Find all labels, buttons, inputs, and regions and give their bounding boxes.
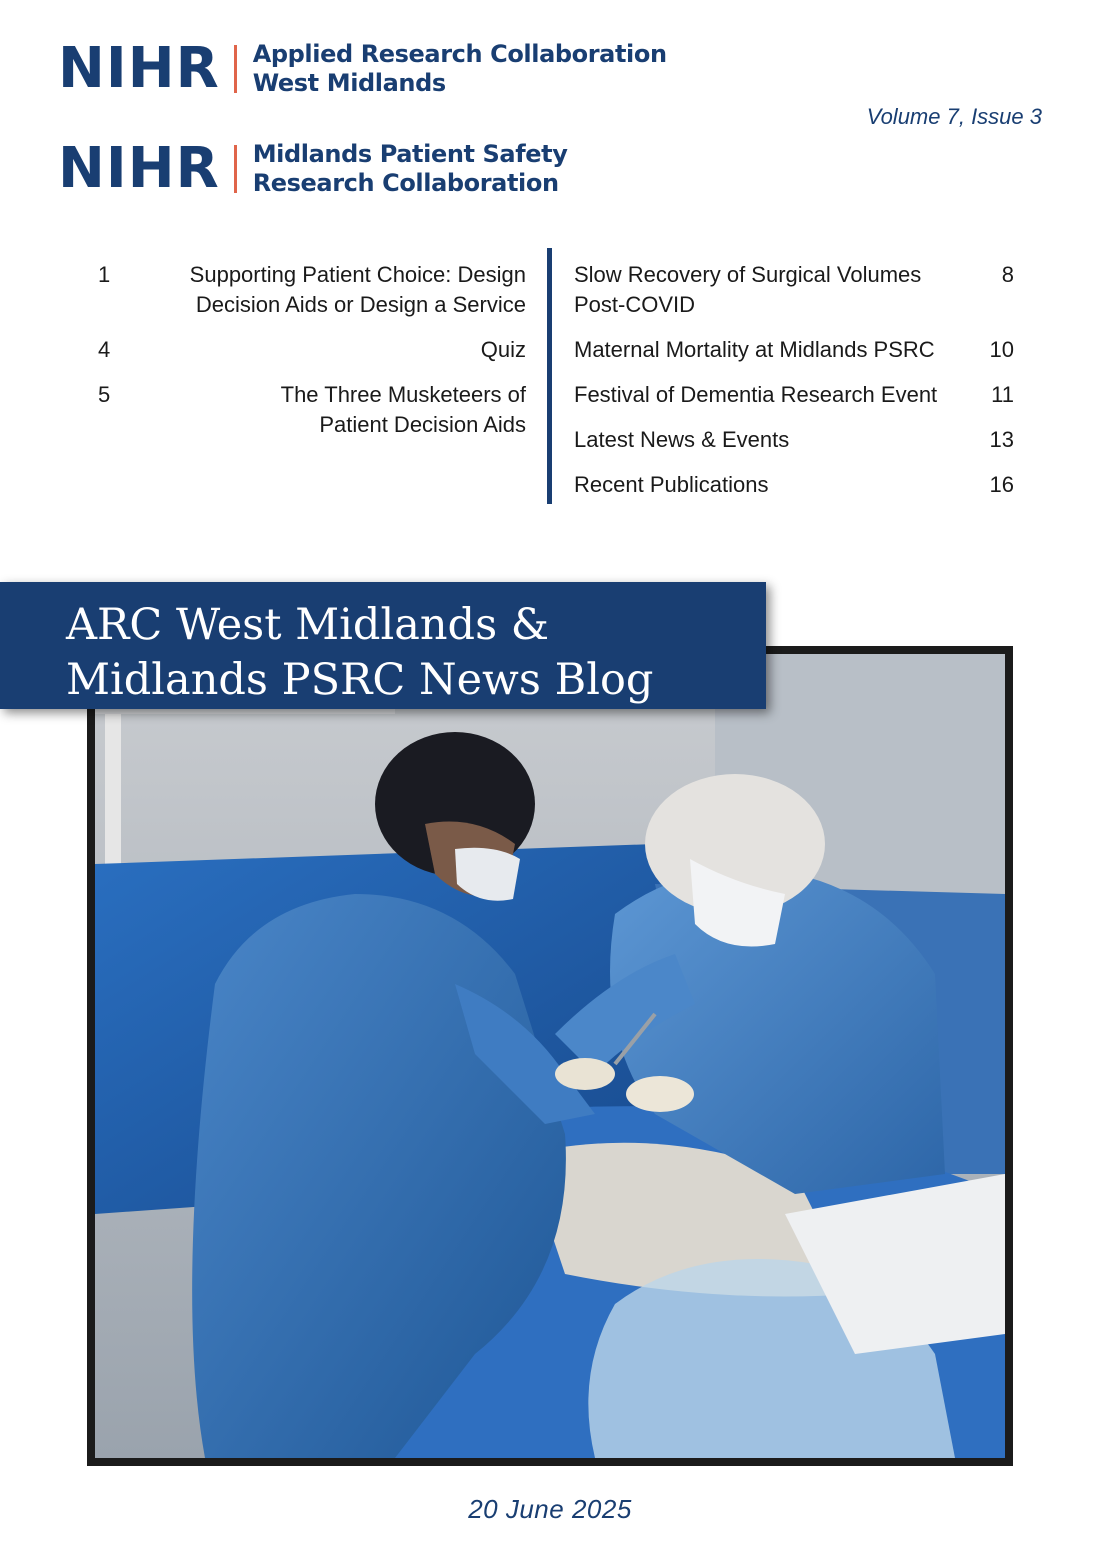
- publication-date: 20 June 2025: [468, 1494, 632, 1524]
- toc-left-column: [98, 260, 526, 455]
- toc-title: Festival of Dementia Research Event: [574, 382, 938, 407]
- logo-nihr-arc-west-midlands: [58, 36, 667, 101]
- logo-divider: [234, 145, 237, 193]
- toc-item[interactable]: [98, 380, 526, 440]
- glove: [555, 1058, 615, 1090]
- toc-item[interactable]: [98, 260, 526, 320]
- toc-page-number: 13: [989, 427, 1014, 452]
- logo-nihr-midlands-psrc: [58, 136, 568, 201]
- logo-text: [253, 40, 667, 98]
- title-line: ARC West Midlands &: [66, 600, 550, 650]
- toc-page-number: 4: [98, 337, 111, 362]
- title-banner: [0, 582, 766, 709]
- toc-item[interactable]: [574, 380, 1014, 410]
- toc-divider: [547, 248, 552, 504]
- toc-title: The Three Musketeers of Patient Decision Aids: [280, 382, 526, 437]
- logo-text-line: West Midlands: [252, 69, 446, 97]
- toc-title: Latest News & Events: [574, 427, 790, 452]
- title-line: Midlands PSRC News Blog: [66, 655, 654, 705]
- toc-page-number: 16: [989, 472, 1014, 497]
- surgery-illustration: [95, 654, 1005, 1458]
- logo-mark: NIHR: [58, 36, 220, 101]
- logo-divider: [234, 45, 237, 93]
- toc-title: Maternal Mortality at Midlands PSRC: [574, 337, 935, 362]
- toc-title: Supporting Patient Choice: Design Decision Aids or Design a Service: [189, 262, 526, 317]
- toc-title: Quiz: [480, 337, 526, 362]
- toc-title: Slow Recovery of Surgical Volumes Post-COVID: [574, 262, 922, 317]
- toc-item[interactable]: [574, 335, 1014, 365]
- toc-item[interactable]: [574, 470, 1014, 500]
- wall-pipe: [105, 714, 121, 864]
- logo-text-line: Research Collaboration: [252, 169, 559, 197]
- toc-item[interactable]: [98, 335, 526, 365]
- toc-right-column: [574, 260, 1014, 515]
- publication-title: [66, 598, 653, 708]
- glove: [626, 1076, 694, 1112]
- logo-text-line: Midlands Patient Safety: [252, 140, 568, 168]
- toc-page-number: 10: [989, 337, 1014, 362]
- toc-page-number: 8: [1001, 262, 1014, 287]
- cover-photo: [95, 654, 1005, 1458]
- cover-photo-frame: [87, 646, 1013, 1466]
- toc-page-number: 5: [98, 382, 111, 407]
- toc-item[interactable]: [574, 425, 1014, 455]
- toc-page-number: 1: [98, 262, 111, 287]
- toc-page-number: 11: [991, 382, 1014, 407]
- issue-label: Volume 7, Issue 3: [866, 104, 1042, 129]
- logo-mark: NIHR: [58, 136, 220, 201]
- logo-text: [253, 140, 568, 198]
- toc-item[interactable]: [574, 260, 1014, 320]
- toc-title: Recent Publications: [574, 472, 769, 497]
- logo-text-line: Applied Research Collaboration: [252, 40, 667, 68]
